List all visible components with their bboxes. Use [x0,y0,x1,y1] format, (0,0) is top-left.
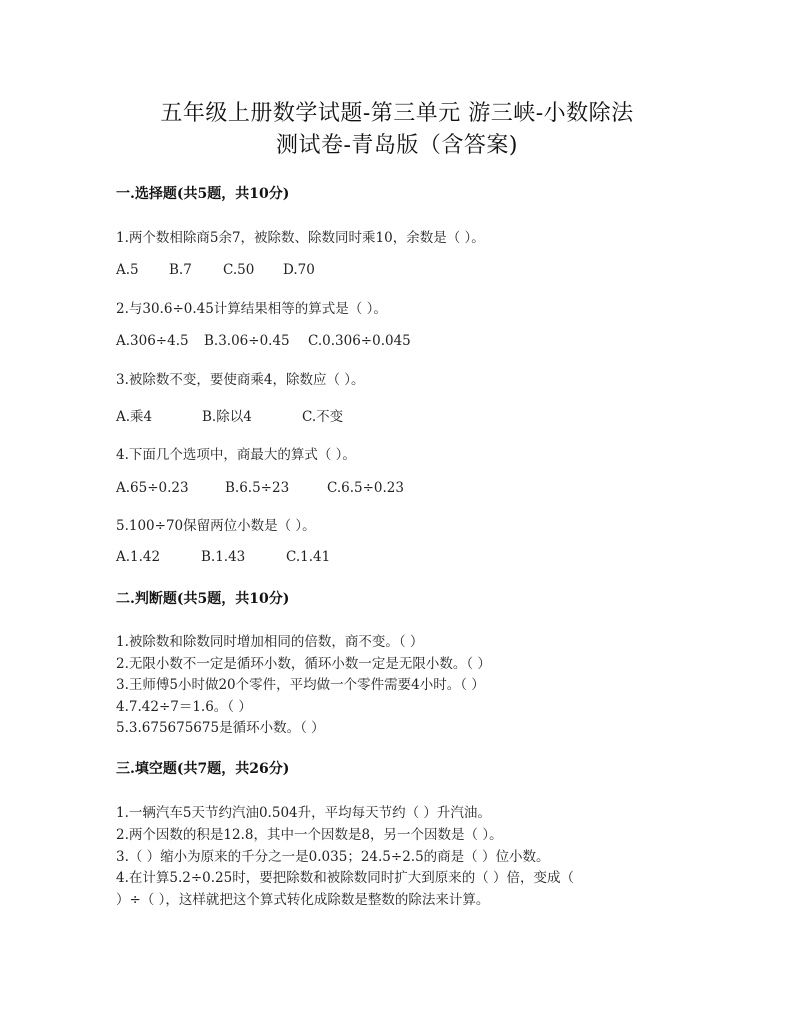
page-title-line-1: 五年级上册数学试题-第三单元 游三峡-小数除法 [160,101,634,126]
option-b: B.1.43 [201,549,246,565]
option-c: C.1.41 [286,549,331,565]
option-a: A.65÷0.23 [116,480,189,496]
judgement-item-2: 2.无限小数不一定是循环小数，循环小数一定是无限小数。（ ） [116,656,491,672]
question-2: 2.与30.6÷0.45计算结果相等的算式是（ ）。 [116,301,387,317]
fill-item-1: 1.一辆汽车5天节约汽油0.504升，平均每天节约（ ）升汽油。 [116,805,491,821]
fill-item-3: 3.（ ）缩小为原来的千分之一是0.035；24.5÷2.5的商是（ ）位小数。 [116,849,550,865]
judgement-item-3: 3.王师傅5小时做20个零件，平均做一个零件需要4小时。（ ） [116,677,485,693]
option-d: D.70 [283,262,315,278]
option-c: C.0.306÷0.045 [308,333,411,349]
fill-item-4: 4.在计算5.2÷0.25时，要把除数和被除数同时扩大到原来的（ ）倍，变成（ [116,870,575,886]
option-b: B.7 [169,262,192,278]
fill-item-2: 2.两个因数的积是12.8，其中一个因数是8，另一个因数是（ ）。 [116,827,503,843]
option-a: A.5 [116,262,139,278]
option-a: A.1.42 [116,549,161,565]
option-c: C.不变 [302,409,344,425]
section-heading-choice: 一.选择题(共5题，共10分) [116,186,290,202]
question-5-options [116,549,330,565]
option-a: A.306÷4.5 [116,333,189,349]
option-c: C.6.5÷0.23 [327,480,404,496]
option-b: B.6.5÷23 [225,480,290,496]
judgement-item-4: 4.7.42÷7＝1.6。（ ） [116,699,252,715]
option-c: C.50 [223,262,255,278]
fill-item-4-continued: ）÷（ ），这样就把这个算式转化成除数是整数的除法来计算。 [116,892,490,908]
section-heading-fill-in: 三.填空题(共7题，共26分) [116,761,290,777]
question-2-options [116,333,411,349]
option-b: B.3.06÷0.45 [204,333,290,349]
judgement-item-5: 5.3.675675675是循环小数。（ ） [116,720,325,736]
section-heading-judgement: 二.判断题(共5题，共10分) [116,591,290,607]
question-3-options [116,405,343,425]
question-5: 5.100÷70保留两位小数是（ ）。 [116,518,316,534]
question-1: 1.两个数相除商5余7，被除数、除数同时乘10，余数是（ ）。 [116,230,485,246]
question-1-options [116,262,315,278]
option-b: B.除以4 [202,409,252,425]
option-a: A.乘4 [116,409,153,425]
question-4: 4.下面几个选项中，商最大的算式（ ）。 [116,447,356,463]
question-3: 3.被除数不变，要使商乘4，除数应（ ）。 [116,372,365,388]
judgement-item-1: 1.被除数和除数同时增加相同的倍数，商不变。（ ） [116,634,424,650]
question-4-options [116,480,404,496]
page-title-line-2: 测试卷-青岛版（含答案) [275,133,519,158]
